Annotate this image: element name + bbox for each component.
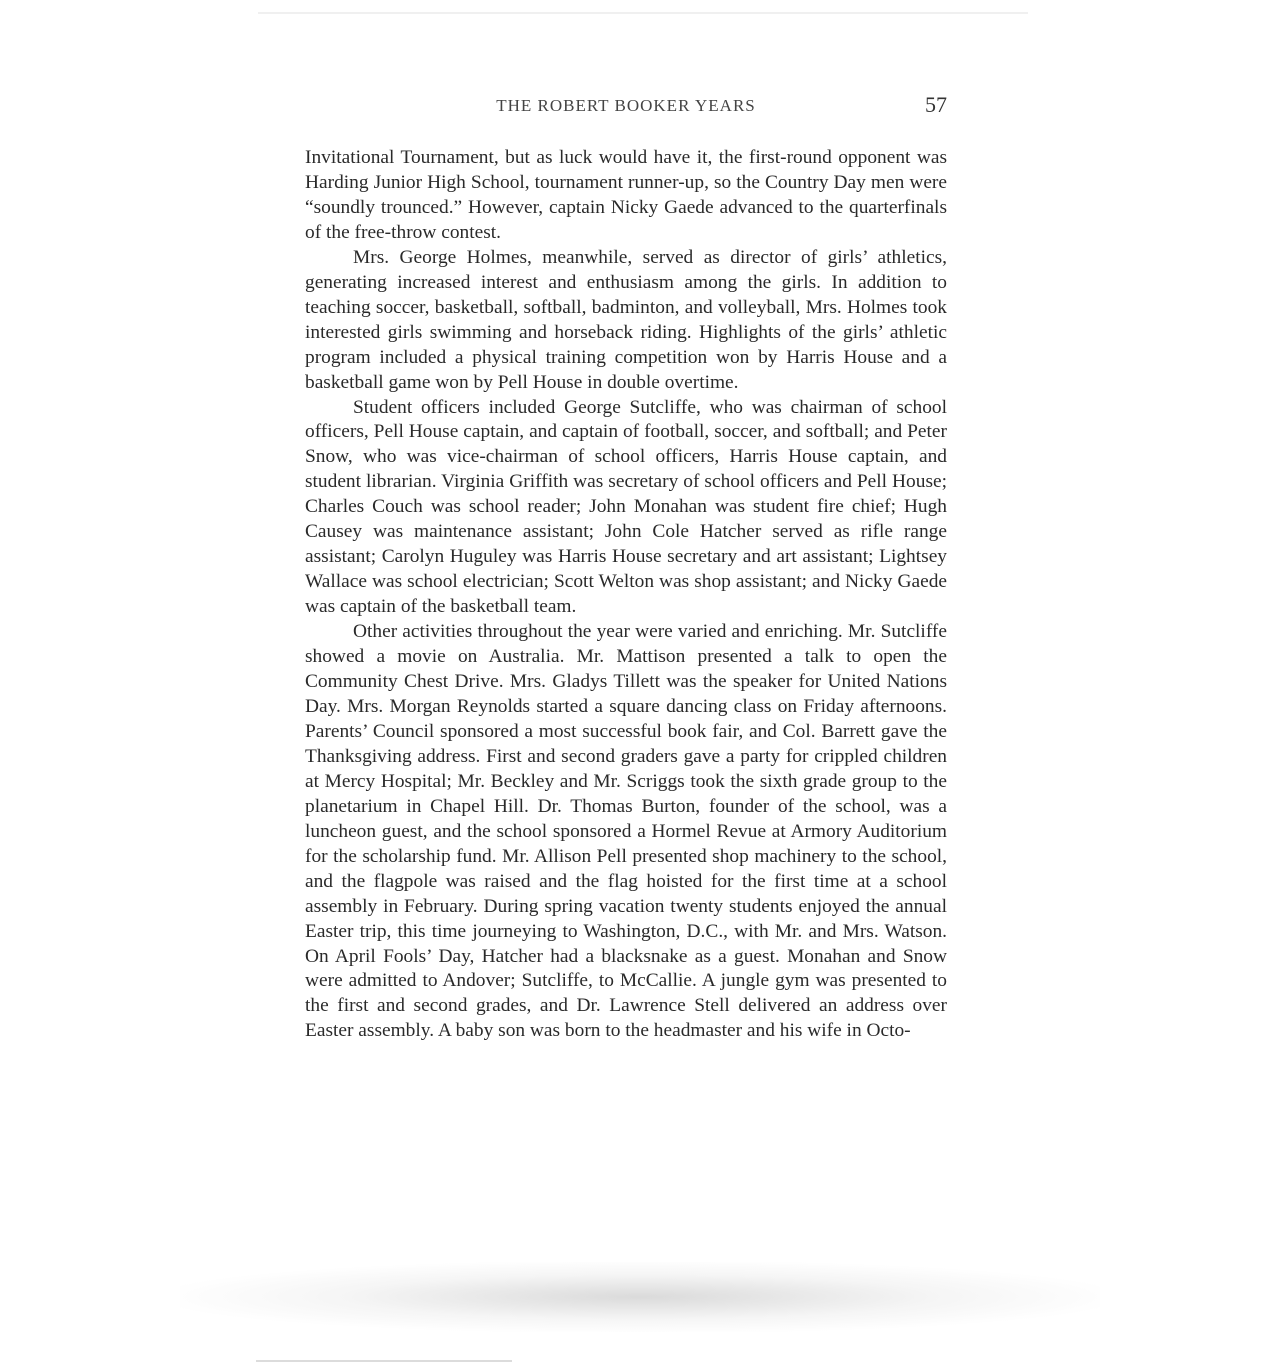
paragraph-other-activities: Other activities throughout the year were varied and enriching. Mr. Sutcliffe showed a movie on Australia. Mr. Mattison presented a talk to open the Community Chest Drive. Mrs. Gladys Tillett was the speaker for United Nations Day. Mrs. Morgan Reynolds started a square dancing class on Friday afternoons. Parents’ Council sponsored a most successful book fair, and Col. Barrett gave the Thanksgiving address. First and second graders gave a party for crippled children at Mercy Hospital; Mr. Beckley and Mr. Scriggs took the sixth grade group to the planetarium in Chapel Hill. Dr. Thomas Burton, founder of the school, was a luncheon guest, and the school sponsored a Hormel Revue at Armory Auditorium for the scholarship fund. Mr. Allison Pell presented shop machinery to the school, and the flagpole was raised and the flag hoisted for the first time at a school assembly in February. During spring vacation twenty students enjoyed the annual Easter trip, this time journeying to Washington, D.C., with Mr. and Mrs. Watson. On April Fools’ Day, Hatcher had a blacksnake as a guest. Monahan and Snow were admitted to Andover; Sutcliffe, to McCallie. A jungle gym was presented to the first and second grades, and Dr. Lawrence Stell delivered an address over Easter assembly. A baby son was born to the headmaster and his wife in Octo- (305, 621, 947, 1042)
body-text (305, 146, 947, 1044)
bottom-edge-rule (256, 1360, 512, 1362)
paragraph-student-officers: Student officers included George Sutcliffe, who was chairman of school officers, Pell House captain, and captain of football, soccer, and softball; and Peter Snow, who was vice-chairman of school officers, Harris House captain, and student librarian. Virginia Griffith was secretary of school officers and Pell House; Charles Couch was school reader; John Monahan was student fire chief; Hugh Causey was maintenance assistant; John Cole Hatcher served as rifle range assistant; Carolyn Huguley was Harris House secretary and art assistant; Lightsey Wallace was school electrician; Scott Welton was shop assistant; and Nicky Gaede was captain of the basketball team. (305, 396, 947, 618)
scan-shadow (180, 1262, 1100, 1332)
running-head: THE ROBERT BOOKER YEARS (496, 96, 756, 115)
page-header (305, 92, 947, 122)
page-number: 57 (925, 92, 947, 117)
paragraph-continued: Invitational Tournament, but as luck would have it, the first-round opponent was Harding Junior High School, tournament runner-up, so the Country Day men were “soundly trounced.” However, captain Nicky Gaede advanced to the quarterfinals of the free-throw contest. (305, 147, 947, 243)
top-edge-rule (258, 12, 1028, 14)
paragraph-girls-athletics: Mrs. George Holmes, meanwhile, served as director of girls’ athletics, generating increased interest and enthusiasm among the girls. In addition to teaching soccer, basketball, softball, badminton, and volleyball, Mrs. Holmes took interested girls swimming and horseback riding. Highlights of the girls’ athletic program included a physical training competition won by Harris House and a basketball game won by Pell House in double overtime. (305, 246, 947, 393)
